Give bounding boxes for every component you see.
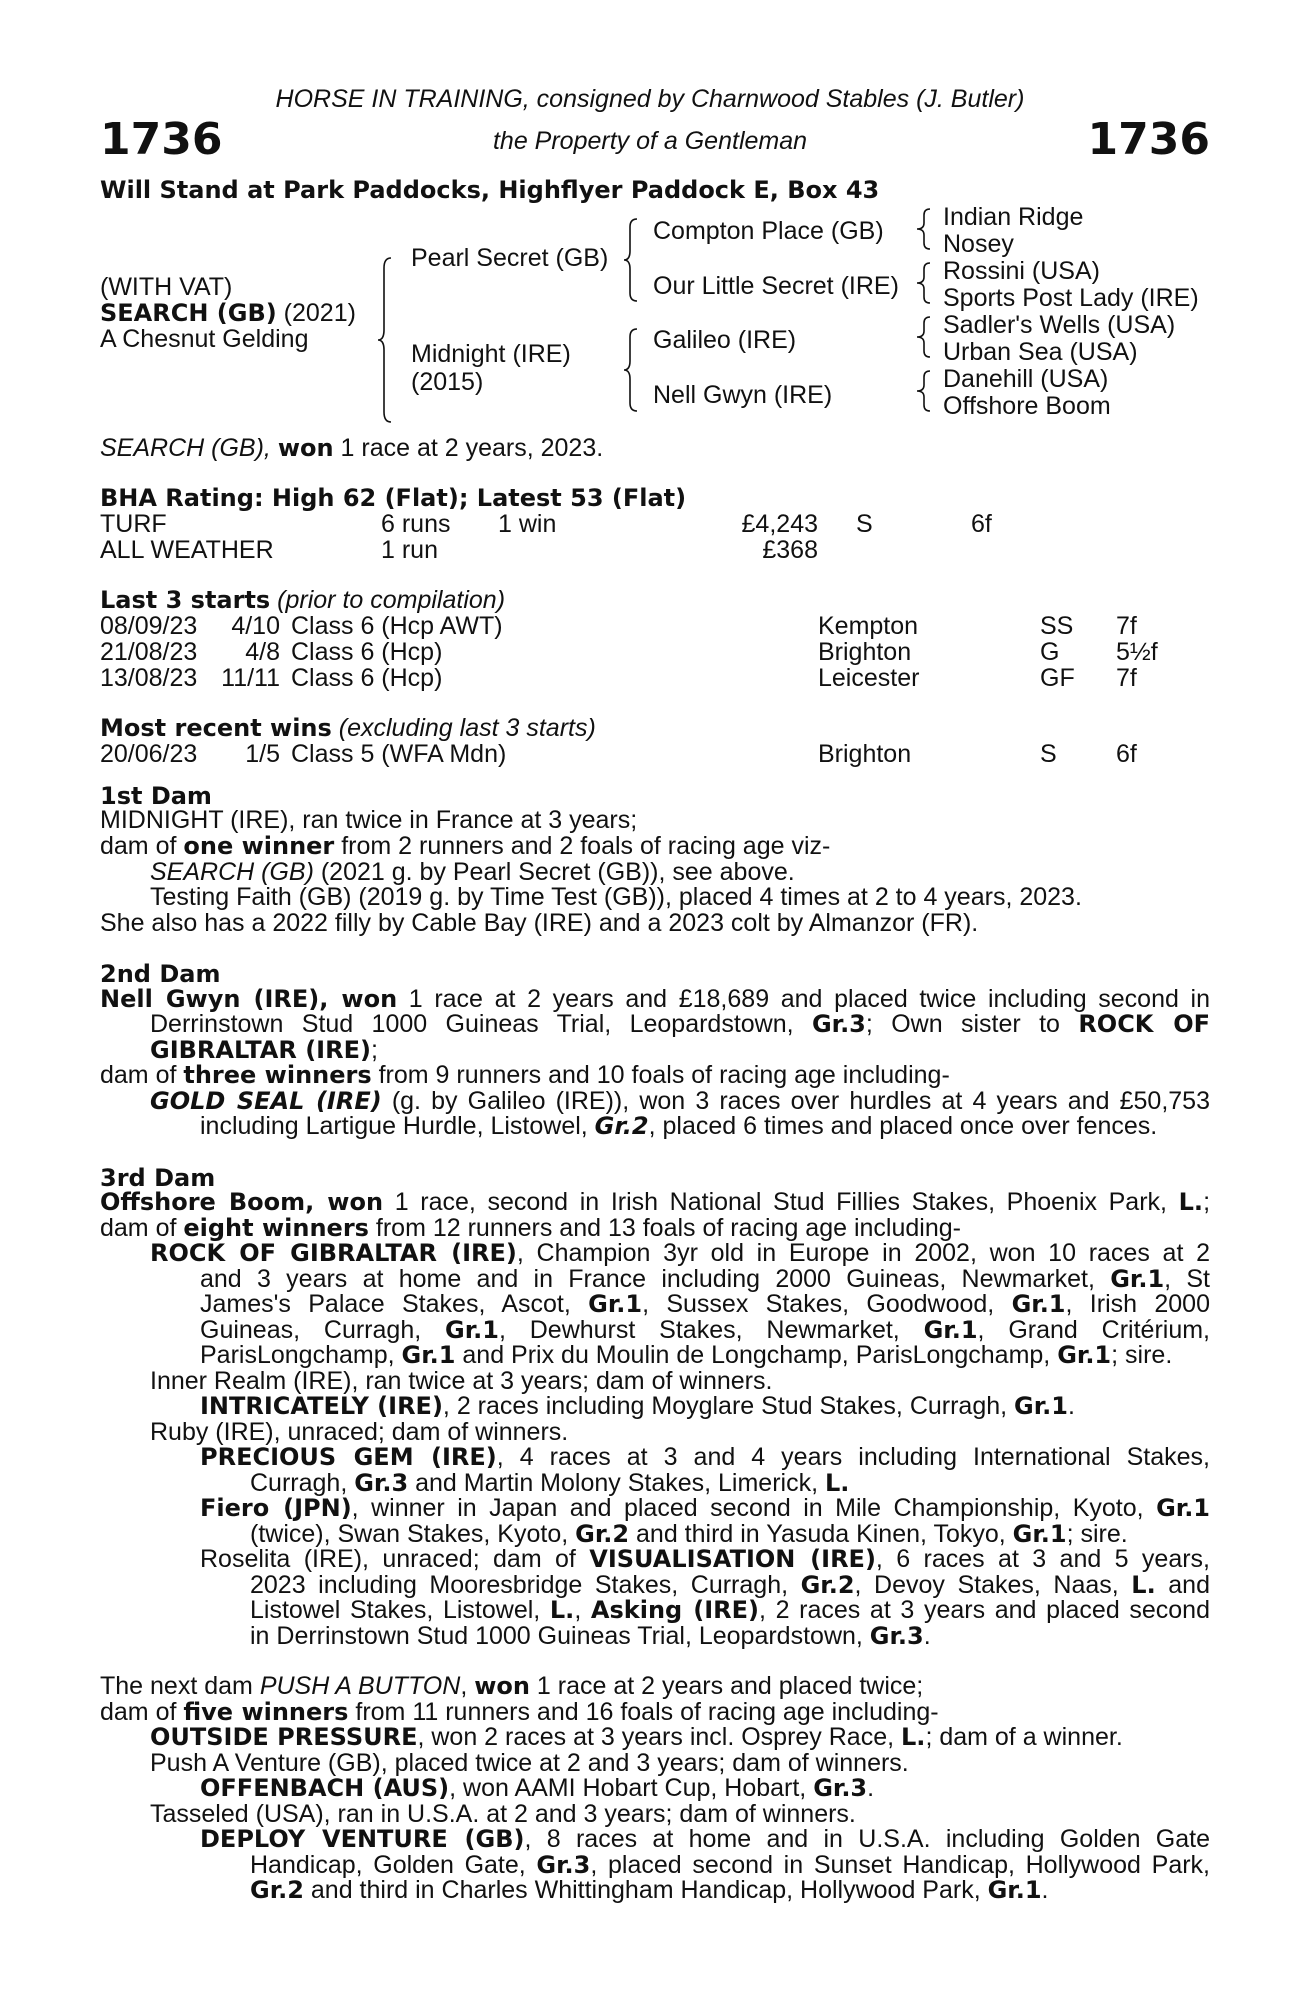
vat-label: (WITH VAT) bbox=[100, 273, 233, 301]
dam3-line-11: PRECIOUS GEM (IRE), 4 races at 3 and 4 years including International Stakes, bbox=[200, 1443, 1210, 1471]
brace-sire bbox=[623, 217, 639, 303]
recent-date-1: 20/06/23 bbox=[100, 740, 198, 768]
ggp-6: Urban Sea (USA) bbox=[943, 338, 1138, 366]
last3-class-2: Class 6 (Hcp) bbox=[291, 638, 443, 666]
rating-heading: BHA Rating: High 62 (Flat); Latest 53 (Flat) bbox=[100, 484, 687, 512]
last3-date-2: 21/08/23 bbox=[100, 638, 198, 666]
stand-line: Will Stand at Park Paddocks, Highflyer Paddock E, Box 43 bbox=[100, 176, 880, 204]
recent-dist-1: 6f bbox=[1116, 740, 1137, 768]
recent-heading-line bbox=[100, 715, 596, 741]
recent-going-1: S bbox=[1040, 740, 1057, 768]
summary-horse-name: SEARCH (GB), bbox=[100, 434, 271, 462]
recent-class-1: Class 5 (WFA Mdn) bbox=[291, 740, 507, 768]
nextdam-line-6: Tasseled (USA), ran in U.S.A. at 2 and 3 years; dam of winners. bbox=[150, 1800, 856, 1828]
dam1-line-4: Testing Faith (GB) (2019 g. by Time Test (GB)), placed 4 times at 2 to 4 years, 2023. bbox=[150, 883, 1082, 911]
dam3-line-18: in Derrinstown Stud 1000 Guineas Trial, Leopardstown, Gr.3. bbox=[250, 1622, 931, 1650]
sire-dam: Our Little Secret (IRE) bbox=[653, 272, 899, 300]
dam3-line-5: James's Palace Stakes, Ascot, Gr.1, Sussex Stakes, Goodwood, Gr.1, Irish 2000 bbox=[200, 1290, 1210, 1318]
dam2-heading: 2nd Dam bbox=[100, 960, 221, 988]
rating-runs-aw: 1 run bbox=[381, 536, 438, 564]
ggp-5: Sadler's Wells (USA) bbox=[943, 311, 1176, 339]
last3-pos-2: 4/8 bbox=[245, 638, 280, 666]
dam2-line-3: GIBRALTAR (IRE); bbox=[150, 1036, 378, 1064]
ggp-8: Offshore Boom bbox=[943, 392, 1111, 420]
dam-sire: Galileo (IRE) bbox=[653, 326, 797, 354]
dam3-line-12: Curragh, Gr.3 and Martin Molony Stakes, Limerick, L. bbox=[250, 1469, 850, 1497]
lot-number-left: 1736 bbox=[100, 114, 223, 165]
rating-surface-turf: TURF bbox=[100, 510, 167, 538]
last3-date-1: 08/09/23 bbox=[100, 612, 198, 640]
consignor-line: HORSE IN TRAINING, consigned by Charnwood Stables (J. Butler) bbox=[275, 85, 1025, 113]
dam3-line-3: ROCK OF GIBRALTAR (IRE), Champion 3yr old in Europe in 2002, won 10 races at 2 bbox=[150, 1239, 1210, 1267]
last3-dist-2: 5½f bbox=[1116, 638, 1158, 666]
dam1-line-1: MIDNIGHT (IRE), ran twice in France at 3 years; bbox=[100, 806, 638, 834]
last3-pos-1: 4/10 bbox=[231, 612, 280, 640]
summary-rest: 1 race at 2 years, 2023. bbox=[340, 434, 604, 462]
last3-class-1: Class 6 (Hcp AWT) bbox=[291, 612, 503, 640]
ggp-2: Nosey bbox=[943, 230, 1014, 258]
race-summary bbox=[100, 435, 603, 461]
dam3-line-14: (twice), Swan Stakes, Kyoto, Gr.2 and third in Yasuda Kinen, Tokyo, Gr.1; sire. bbox=[250, 1520, 1128, 1548]
recent-course-1: Brighton bbox=[818, 740, 912, 768]
dam2-line-6: including Lartigue Hurdle, Listowel, Gr.2, placed 6 times and placed once over fences. bbox=[200, 1112, 1158, 1140]
recent-note: (excluding last 3 starts) bbox=[338, 714, 596, 742]
dam3-line-17: Listowel Stakes, Listowel, L., Asking (IRE), 2 races at 3 years and placed second bbox=[250, 1596, 1210, 1624]
dam3-heading: 3rd Dam bbox=[100, 1164, 216, 1192]
dam1-line-5: She also has a 2022 filly by Cable Bay (IRE) and a 2023 colt by Almanzor (FR). bbox=[100, 909, 979, 937]
lot-number-right: 1736 bbox=[1087, 114, 1210, 165]
nextdam-line-5: OFFENBACH (AUS), won AAMI Hobart Cup, Hobart, Gr.3. bbox=[200, 1774, 875, 1802]
last3-course-2: Brighton bbox=[818, 638, 912, 666]
dam3-line-10: Ruby (IRE), unraced; dam of winners. bbox=[150, 1418, 569, 1446]
dam3-line-9: INTRICATELY (IRE), 2 races including Moyglare Stud Stakes, Curragh, Gr.1. bbox=[200, 1392, 1075, 1420]
ggp-3: Rossini (USA) bbox=[943, 257, 1100, 285]
dam1-line-2: dam of one winner from 2 runners and 2 foals of racing age viz- bbox=[100, 832, 831, 860]
brace-parents bbox=[377, 256, 393, 424]
rating-runs-turf: 6 runs bbox=[381, 510, 451, 538]
dam2-line-1: Nell Gwyn (IRE), won 1 race at 2 years and £18,689 and placed twice including second in bbox=[100, 985, 1210, 1013]
last3-heading-line bbox=[100, 587, 505, 613]
dam3-line-4: and 3 years at home and in France including 2000 Guineas, Newmarket, Gr.1, St bbox=[200, 1265, 1211, 1293]
dam3-line-15: Roselita (IRE), unraced; dam of VISUALISATION (IRE), 6 races at 3 and 5 years, bbox=[200, 1545, 1211, 1573]
dam-name: Midnight (IRE) bbox=[411, 340, 571, 368]
nextdam-line-9: Gr.2 and third in Charles Whittingham Handicap, Hollywood Park, Gr.1. bbox=[250, 1876, 1049, 1904]
nextdam-line-7: DEPLOY VENTURE (GB), 8 races at home and in U.S.A. including Golden Gate bbox=[200, 1825, 1211, 1853]
rating-surface-aw: ALL WEATHER bbox=[100, 536, 274, 564]
dam2-line-2: Derrinstown Stud 1000 Guineas Trial, Leopardstown, Gr.3; Own sister to ROCK OF bbox=[150, 1010, 1210, 1038]
horse-description: A Chesnut Gelding bbox=[100, 325, 309, 353]
horse-name: SEARCH (GB) bbox=[100, 299, 277, 327]
dam3-line-16: 2023 including Mooresbridge Stakes, Curragh, Gr.2, Devoy Stakes, Naas, L. and bbox=[250, 1571, 1210, 1599]
last3-class-3: Class 6 (Hcp) bbox=[291, 664, 443, 692]
property-line: the Property of a Gentleman bbox=[492, 127, 808, 155]
recent-pos-1: 1/5 bbox=[245, 740, 280, 768]
nextdam-line-2: dam of five winners from 11 runners and 16 foals of racing age including- bbox=[100, 1698, 939, 1726]
brace-ggp-3 bbox=[916, 315, 932, 359]
dam3-line-1: Offshore Boom, won 1 race, second in Irish National Stud Fillies Stakes, Phoenix Park, L.; bbox=[100, 1188, 1211, 1216]
rating-wins-turf: 1 win bbox=[498, 510, 557, 538]
sire-name: Pearl Secret (GB) bbox=[411, 244, 609, 272]
dam3-line-8: Inner Realm (IRE), ran twice at 3 years; dam of winners. bbox=[150, 1367, 773, 1395]
nextdam-line-4: Push A Venture (GB), placed twice at 2 and 3 years; dam of winners. bbox=[150, 1749, 909, 1777]
rating-prize-aw: £368 bbox=[762, 536, 818, 564]
nextdam-line-8: Handicap, Golden Gate, Gr.3, placed second in Sunset Handicap, Hollywood Park, bbox=[250, 1851, 1210, 1879]
summary-won: won bbox=[277, 434, 334, 462]
ggp-1: Indian Ridge bbox=[943, 203, 1084, 231]
brace-ggp-2 bbox=[916, 261, 932, 305]
dam1-line-3: SEARCH (GB) (2021 g. by Pearl Secret (GB)), see above. bbox=[150, 858, 795, 886]
rating-dist-turf: 6f bbox=[971, 510, 992, 538]
ggp-7: Danehill (USA) bbox=[943, 365, 1109, 393]
dam2-line-5: GOLD SEAL (IRE) (g. by Galileo (IRE)), won 3 races over hurdles at 4 years and £50,753 bbox=[150, 1087, 1210, 1115]
last3-course-1: Kempton bbox=[818, 612, 919, 640]
brace-dam bbox=[623, 327, 639, 413]
last3-pos-3: 11/11 bbox=[221, 664, 280, 692]
ggp-4: Sports Post Lady (IRE) bbox=[943, 284, 1199, 312]
recent-heading: Most recent wins bbox=[100, 714, 332, 742]
rating-going-turf: S bbox=[856, 510, 873, 538]
last3-course-3: Leicester bbox=[818, 664, 920, 692]
last3-going-2: G bbox=[1040, 638, 1060, 666]
last3-date-3: 13/08/23 bbox=[100, 664, 198, 692]
horse-year: (2021) bbox=[283, 299, 356, 327]
nextdam-line-1: The next dam PUSH A BUTTON, won 1 race at 2 years and placed twice; bbox=[100, 1672, 924, 1700]
last3-heading: Last 3 starts bbox=[100, 586, 271, 614]
rating-prize-turf: £4,243 bbox=[741, 510, 818, 538]
dam3-line-7: ParisLongchamp, Gr.1 and Prix du Moulin de Longchamp, ParisLongchamp, Gr.1; sire. bbox=[200, 1341, 1173, 1369]
sire-sire: Compton Place (GB) bbox=[653, 217, 884, 245]
dam1-heading: 1st Dam bbox=[100, 782, 212, 810]
dam3-line-6: Guineas, Curragh, Gr.1, Dewhurst Stakes, Newmarket, Gr.1, Grand Critérium, bbox=[200, 1316, 1210, 1344]
dam3-line-13: Fiero (JPN), winner in Japan and placed second in Mile Championship, Kyoto, Gr.1 bbox=[200, 1494, 1211, 1522]
horse-name-line bbox=[100, 300, 356, 326]
last3-dist-3: 7f bbox=[1116, 664, 1137, 692]
last3-going-3: GF bbox=[1040, 664, 1075, 692]
dam3-line-2: dam of eight winners from 12 runners and 13 foals of racing age including- bbox=[100, 1214, 961, 1242]
last3-dist-1: 7f bbox=[1116, 612, 1137, 640]
dam2-line-4: dam of three winners from 9 runners and 10 foals of racing age including- bbox=[100, 1061, 950, 1089]
dam-year: (2015) bbox=[411, 368, 484, 396]
dam-dam: Nell Gwyn (IRE) bbox=[653, 381, 833, 409]
nextdam-line-3: OUTSIDE PRESSURE, won 2 races at 3 years incl. Osprey Race, L.; dam of a winner. bbox=[150, 1723, 1123, 1751]
last3-note: (prior to compilation) bbox=[277, 586, 506, 614]
brace-ggp-1 bbox=[916, 207, 932, 251]
last3-going-1: SS bbox=[1040, 612, 1074, 640]
brace-ggp-4 bbox=[916, 369, 932, 413]
